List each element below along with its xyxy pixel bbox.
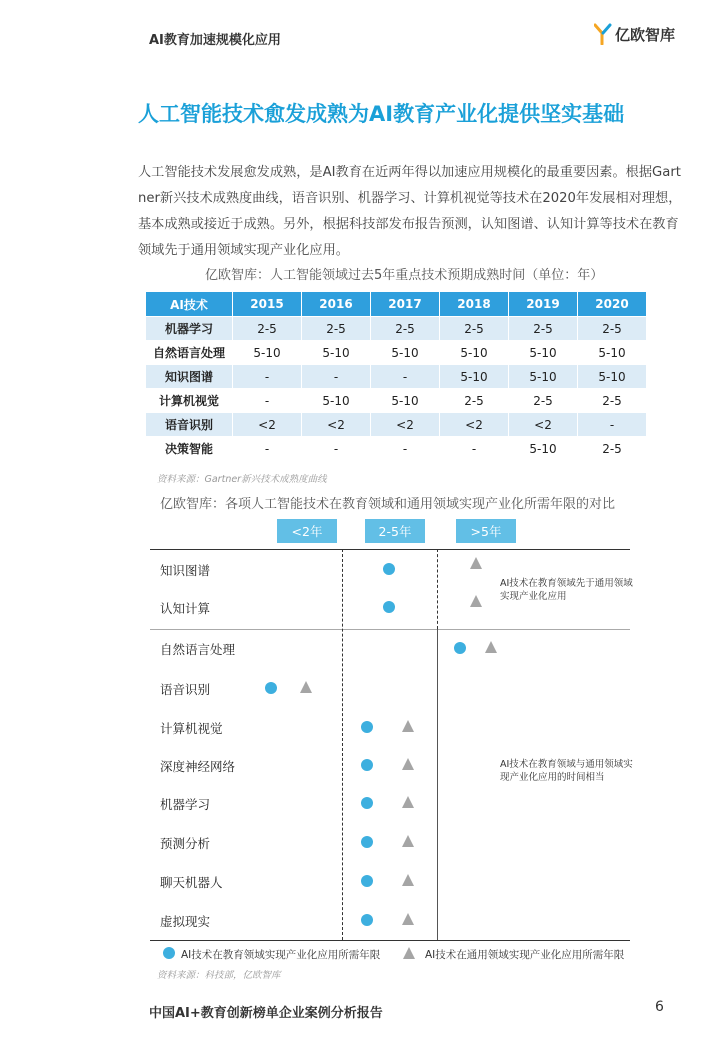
table-cell: 2-5 [440, 317, 509, 341]
table-header-cell: 2019 [509, 292, 578, 317]
table-row-label: 计算机视觉 [146, 389, 233, 413]
table-cell: - [302, 365, 371, 389]
table-row [146, 341, 647, 365]
table-cell: 5-10 [440, 341, 509, 365]
note-equal-time: AI技术在教育领域与通用领域实现产业化应用的时间相当 [500, 759, 633, 783]
table-cell: - [233, 365, 302, 389]
chart-row-label: 预测分析 [160, 836, 211, 851]
edu-years-marker [383, 601, 395, 613]
table-row-label: 机器学习 [146, 317, 233, 341]
general-years-marker [402, 796, 414, 808]
edu-years-marker [361, 875, 373, 887]
general-years-marker [402, 874, 414, 886]
logo [594, 23, 675, 45]
table-header-cell: AI技术 [146, 292, 233, 317]
table-row [146, 413, 647, 437]
table-cell: - [233, 389, 302, 413]
edu-years-marker [454, 642, 466, 654]
general-years-marker [402, 720, 414, 732]
intro-paragraph: 人工智能技术发展愈发成熟，是AI教育在近两年得以加速应用规模化的最重要因素。根据Gartner新兴技术成熟度曲线，语音识别、机器学习、计算机视觉等技术在2020年发展相对理想，基本成熟或接近于成熟。另外，根据科技部发布报告预测，认知图谱、认知计算等技术在教育领域先于通用领域实现产业化应用。 [138, 165, 682, 258]
table-row [146, 389, 647, 413]
table-cell: 2-5 [440, 389, 509, 413]
table-cell: 5-10 [509, 365, 578, 389]
edu-years-marker [265, 682, 277, 694]
edu-years-marker [383, 563, 395, 575]
table-row-label: 决策智能 [146, 437, 233, 461]
table-cell: 5-10 [371, 389, 440, 413]
table-header-row [146, 292, 647, 317]
table-row [146, 365, 647, 389]
chart-row-label: 自然语言处理 [160, 642, 236, 657]
table-cell: 5-10 [578, 365, 647, 389]
footer-title: 中国AI+教育创新榜单企业案例分析报告 [149, 1006, 383, 1021]
category-2to5: 2-5年 [365, 519, 425, 543]
chart-bottom-line [150, 940, 630, 941]
logo-mark-icon [594, 23, 612, 45]
general-years-marker [402, 835, 414, 847]
legend-edu-label: AI技术在教育领域实现产业化应用所需年限 [181, 949, 381, 961]
table-cell: 2-5 [578, 317, 647, 341]
table-header-cell: 2020 [578, 292, 647, 317]
logo-text: 亿欧智库 [615, 25, 676, 44]
table-cell: 5-10 [440, 365, 509, 389]
general-years-marker [300, 681, 312, 693]
table-cell: <2 [233, 413, 302, 437]
chart-caption: 亿欧智库：各项人工智能技术在教育领域和通用领域实现产业化所需年限的对比 [160, 497, 616, 512]
table-caption: 亿欧智库：人工智能领域过去5年重点技术预期成熟时间（单位：年） [205, 268, 604, 283]
table-cell: 5-10 [302, 389, 371, 413]
category-lt2: <2年 [277, 519, 337, 543]
chart-group-divider [150, 629, 630, 630]
table-cell: 5-10 [371, 341, 440, 365]
chart-row-label: 深度神经网络 [160, 759, 236, 774]
table-cell: 2-5 [233, 317, 302, 341]
table-cell: 5-10 [233, 341, 302, 365]
table-row-label: 知识图谱 [146, 365, 233, 389]
chart-row-label: 知识图谱 [160, 563, 211, 578]
general-years-marker [485, 641, 497, 653]
chart-row-label: 计算机视觉 [160, 721, 223, 736]
column-divider-2 [437, 549, 438, 629]
chart-row-label: 认知计算 [160, 601, 211, 616]
table-cell: 2-5 [371, 317, 440, 341]
edu-years-marker [361, 797, 373, 809]
general-years-marker [402, 913, 414, 925]
table-cell: <2 [509, 413, 578, 437]
chart-row-label: 虚拟现实 [160, 914, 211, 929]
table-cell: 2-5 [578, 389, 647, 413]
general-years-marker [470, 595, 482, 607]
table-cell: 2-5 [509, 389, 578, 413]
table-row-label: 语音识别 [146, 413, 233, 437]
table-cell: 5-10 [302, 341, 371, 365]
header-title: AI教育加速规模化应用 [149, 33, 281, 48]
table-cell: <2 [371, 413, 440, 437]
table-cell: 5-10 [578, 341, 647, 365]
edu-years-marker [361, 759, 373, 771]
category-gt5: >5年 [456, 519, 516, 543]
page-number: 6 [655, 999, 664, 1015]
column-divider-2-lower [437, 629, 438, 940]
page-title: 人工智能技术愈发成熟为AI教育产业化提供坚实基础 [138, 102, 625, 126]
table-row [146, 437, 647, 461]
general-years-marker [470, 557, 482, 569]
table-cell: - [371, 365, 440, 389]
table-cell: - [578, 413, 647, 437]
table-cell: - [302, 437, 371, 461]
table-cell: 2-5 [578, 437, 647, 461]
table-cell: - [233, 437, 302, 461]
table-cell: 2-5 [509, 317, 578, 341]
table-row [146, 317, 647, 341]
table-header-cell: 2017 [371, 292, 440, 317]
legend-general-label: AI技术在通用领域实现产业化应用所需年限 [425, 949, 625, 961]
table-cell: 2-5 [302, 317, 371, 341]
table-cell: 5-10 [509, 437, 578, 461]
table-cell: - [440, 437, 509, 461]
legend-edu-dot-icon [163, 947, 175, 959]
table-cell: <2 [440, 413, 509, 437]
table-header-cell: 2016 [302, 292, 371, 317]
chart-top-line [150, 549, 630, 550]
chart-source: 资料来源：科技部，亿欧智库 [157, 970, 281, 981]
column-divider-1 [342, 549, 343, 940]
table-header-cell: 2018 [440, 292, 509, 317]
chart-row-label: 聊天机器人 [160, 875, 223, 890]
table-header-cell: 2015 [233, 292, 302, 317]
table-cell: <2 [302, 413, 371, 437]
edu-years-marker [361, 721, 373, 733]
note-edu-first: AI技术在教育领域先于通用领域实现产业化应用 [500, 578, 633, 602]
edu-years-marker [361, 836, 373, 848]
table-cell: 5-10 [509, 341, 578, 365]
table-row-label: 自然语言处理 [146, 341, 233, 365]
legend-general-triangle-icon [403, 947, 415, 959]
table-cell: - [371, 437, 440, 461]
edu-years-marker [361, 914, 373, 926]
table-source: 资料来源：Gartner新兴技术成熟度曲线 [157, 474, 327, 485]
chart-row-label: 机器学习 [160, 797, 211, 812]
chart-row-label: 语音识别 [160, 682, 211, 697]
general-years-marker [402, 758, 414, 770]
tech-maturity-table [145, 291, 647, 461]
